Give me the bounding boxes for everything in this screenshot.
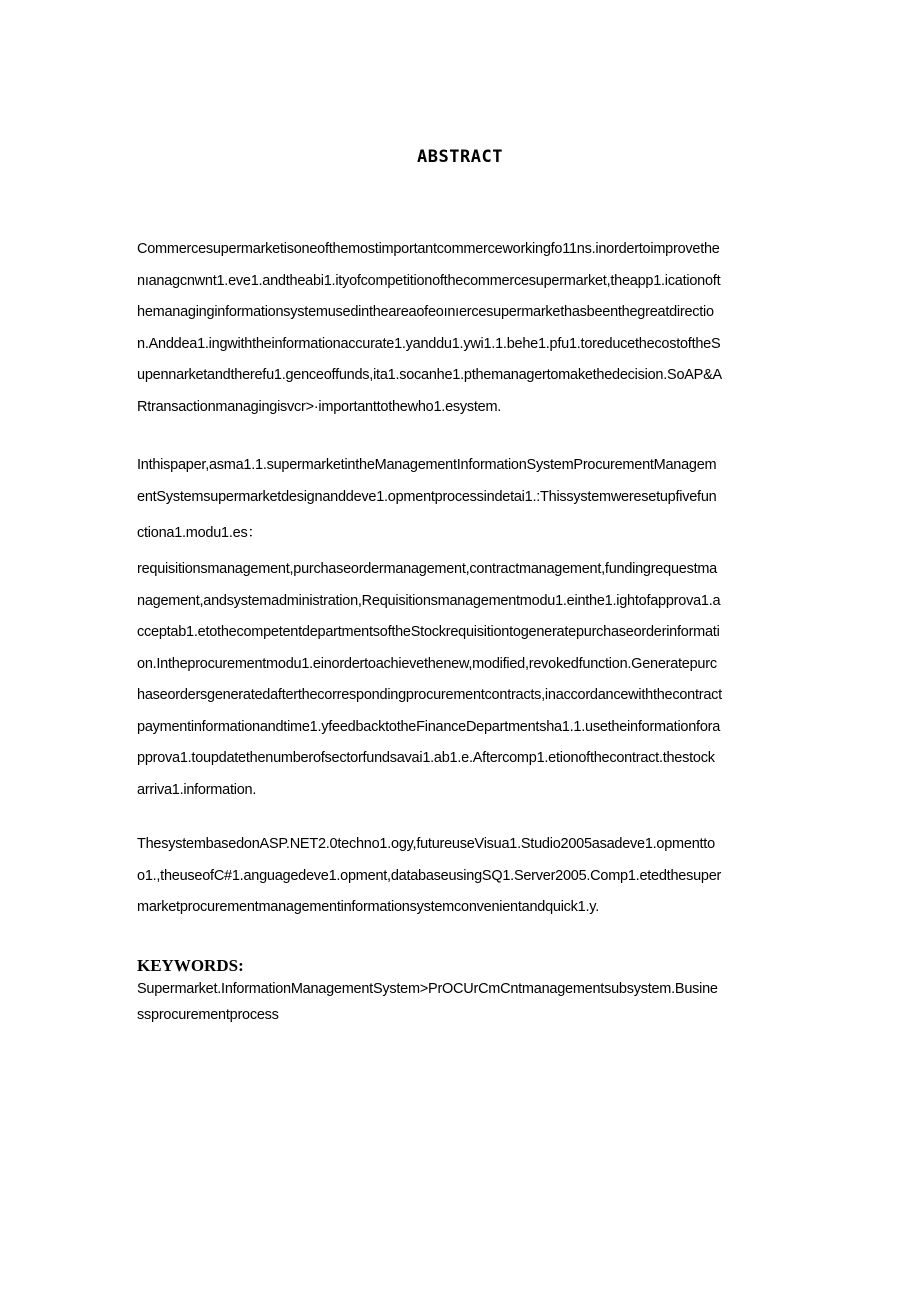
keywords-list: [137, 976, 785, 1028]
paragraph-line: nagement,andsystemadministration,Requisitionsmanagementmodu1.einthe1.ightofapprova1.a: [137, 592, 721, 609]
paragraph-line: nıanagcnwnt1.eve1.andtheabi1.ityofcompetitionofthecommercesupermarket,theapp1.icationoft: [137, 272, 721, 289]
paragraph-line: ctiona1.modu1.es：: [137, 525, 262, 541]
paragraph-line: cceptab1.etothecompetentdepartmentsoftheStockrequisitiontogeneratepurchaseorderinformati: [137, 624, 720, 640]
paragraph-line: arriva1.information.: [137, 781, 257, 798]
keywords-line: Supermarket.InformationManagementSystem>PrOCUrCmCntmanagementsubsystem.Busine: [137, 981, 718, 997]
paragraph-line: paymentinformationandtime1.yfeedbacktotheFinanceDepartmentsha1.1.usetheinformationfora: [137, 718, 721, 735]
paragraph-line: haseordersgeneratedafterthecorrespondingprocurementcontracts,inaccordancewiththecontract: [137, 687, 722, 703]
paragraph-line: o1.,theuseofC#1.anguagedeve1.opment,databaseusingSQ1.Server2005.Comp1.etedthesuper: [137, 867, 722, 884]
keywords-line: ssprocurementprocess: [137, 1007, 279, 1023]
abstract-paragraph-1: [137, 234, 785, 423]
abstract-paragraph-3: [137, 829, 785, 924]
paragraph-line: hemanaginginformationsystemusedintheareaofeoınıercesupermarkethasbeenthegreatdirectio: [137, 304, 714, 320]
paragraph-line: n.Anddea1.ingwiththeinformationaccurate1.yanddu1.ywi1.1.behe1.pfu1.toreducethecostoftheS: [137, 335, 721, 352]
paragraph-line: Inthispaper,asma1.1.supermarketintheManagementInformationSystemProcurementManagem: [137, 457, 717, 473]
paragraph-line: entSystemsupermarketdesignanddeve1.opmentprocessindetai1.:Thissystemweresetupfivefun: [137, 488, 717, 505]
paragraph-line: requisitionsmanagement,purchaseordermanagement,contractmanagement,fundingrequestma: [137, 561, 717, 577]
paragraph-line: ThesystembasedonASP.NET2.0techno1.ogy,futureuseVisua1.Studio2005asadeve1.opmentto: [137, 836, 715, 852]
paragraph-line: Rtransactionmanagingisvcr>·importanttothewho1.esystem.: [137, 398, 502, 415]
paragraph-line: upennarketandtherefu1.genceoffunds,ita1.socanhe1.pthemanagertomakethedecision.SoAP&A: [137, 367, 722, 383]
keywords-heading: KEYWORDS:: [137, 956, 244, 975]
paragraph-line: pprova1.toupdatethenumberofsectorfundsavai1.ab1.e.Aftercomp1.etionofthecontract.thestock: [137, 750, 715, 766]
abstract-paragraph-2: [137, 450, 785, 806]
abstract-title: ABSTRACT: [417, 147, 503, 167]
paragraph-line: marketprocurementmanagementinformationsystemconvenientandquick1.y.: [137, 899, 599, 915]
paragraph-line: on.Intheprocurementmodu1.einordertoachievethenew,modified,revokedfunction.Generatepurc: [137, 655, 717, 672]
paragraph-line: Commercesupermarketisoneofthemostimportantcommerceworkingfo11ns.inordertoimprovethe: [137, 241, 720, 257]
